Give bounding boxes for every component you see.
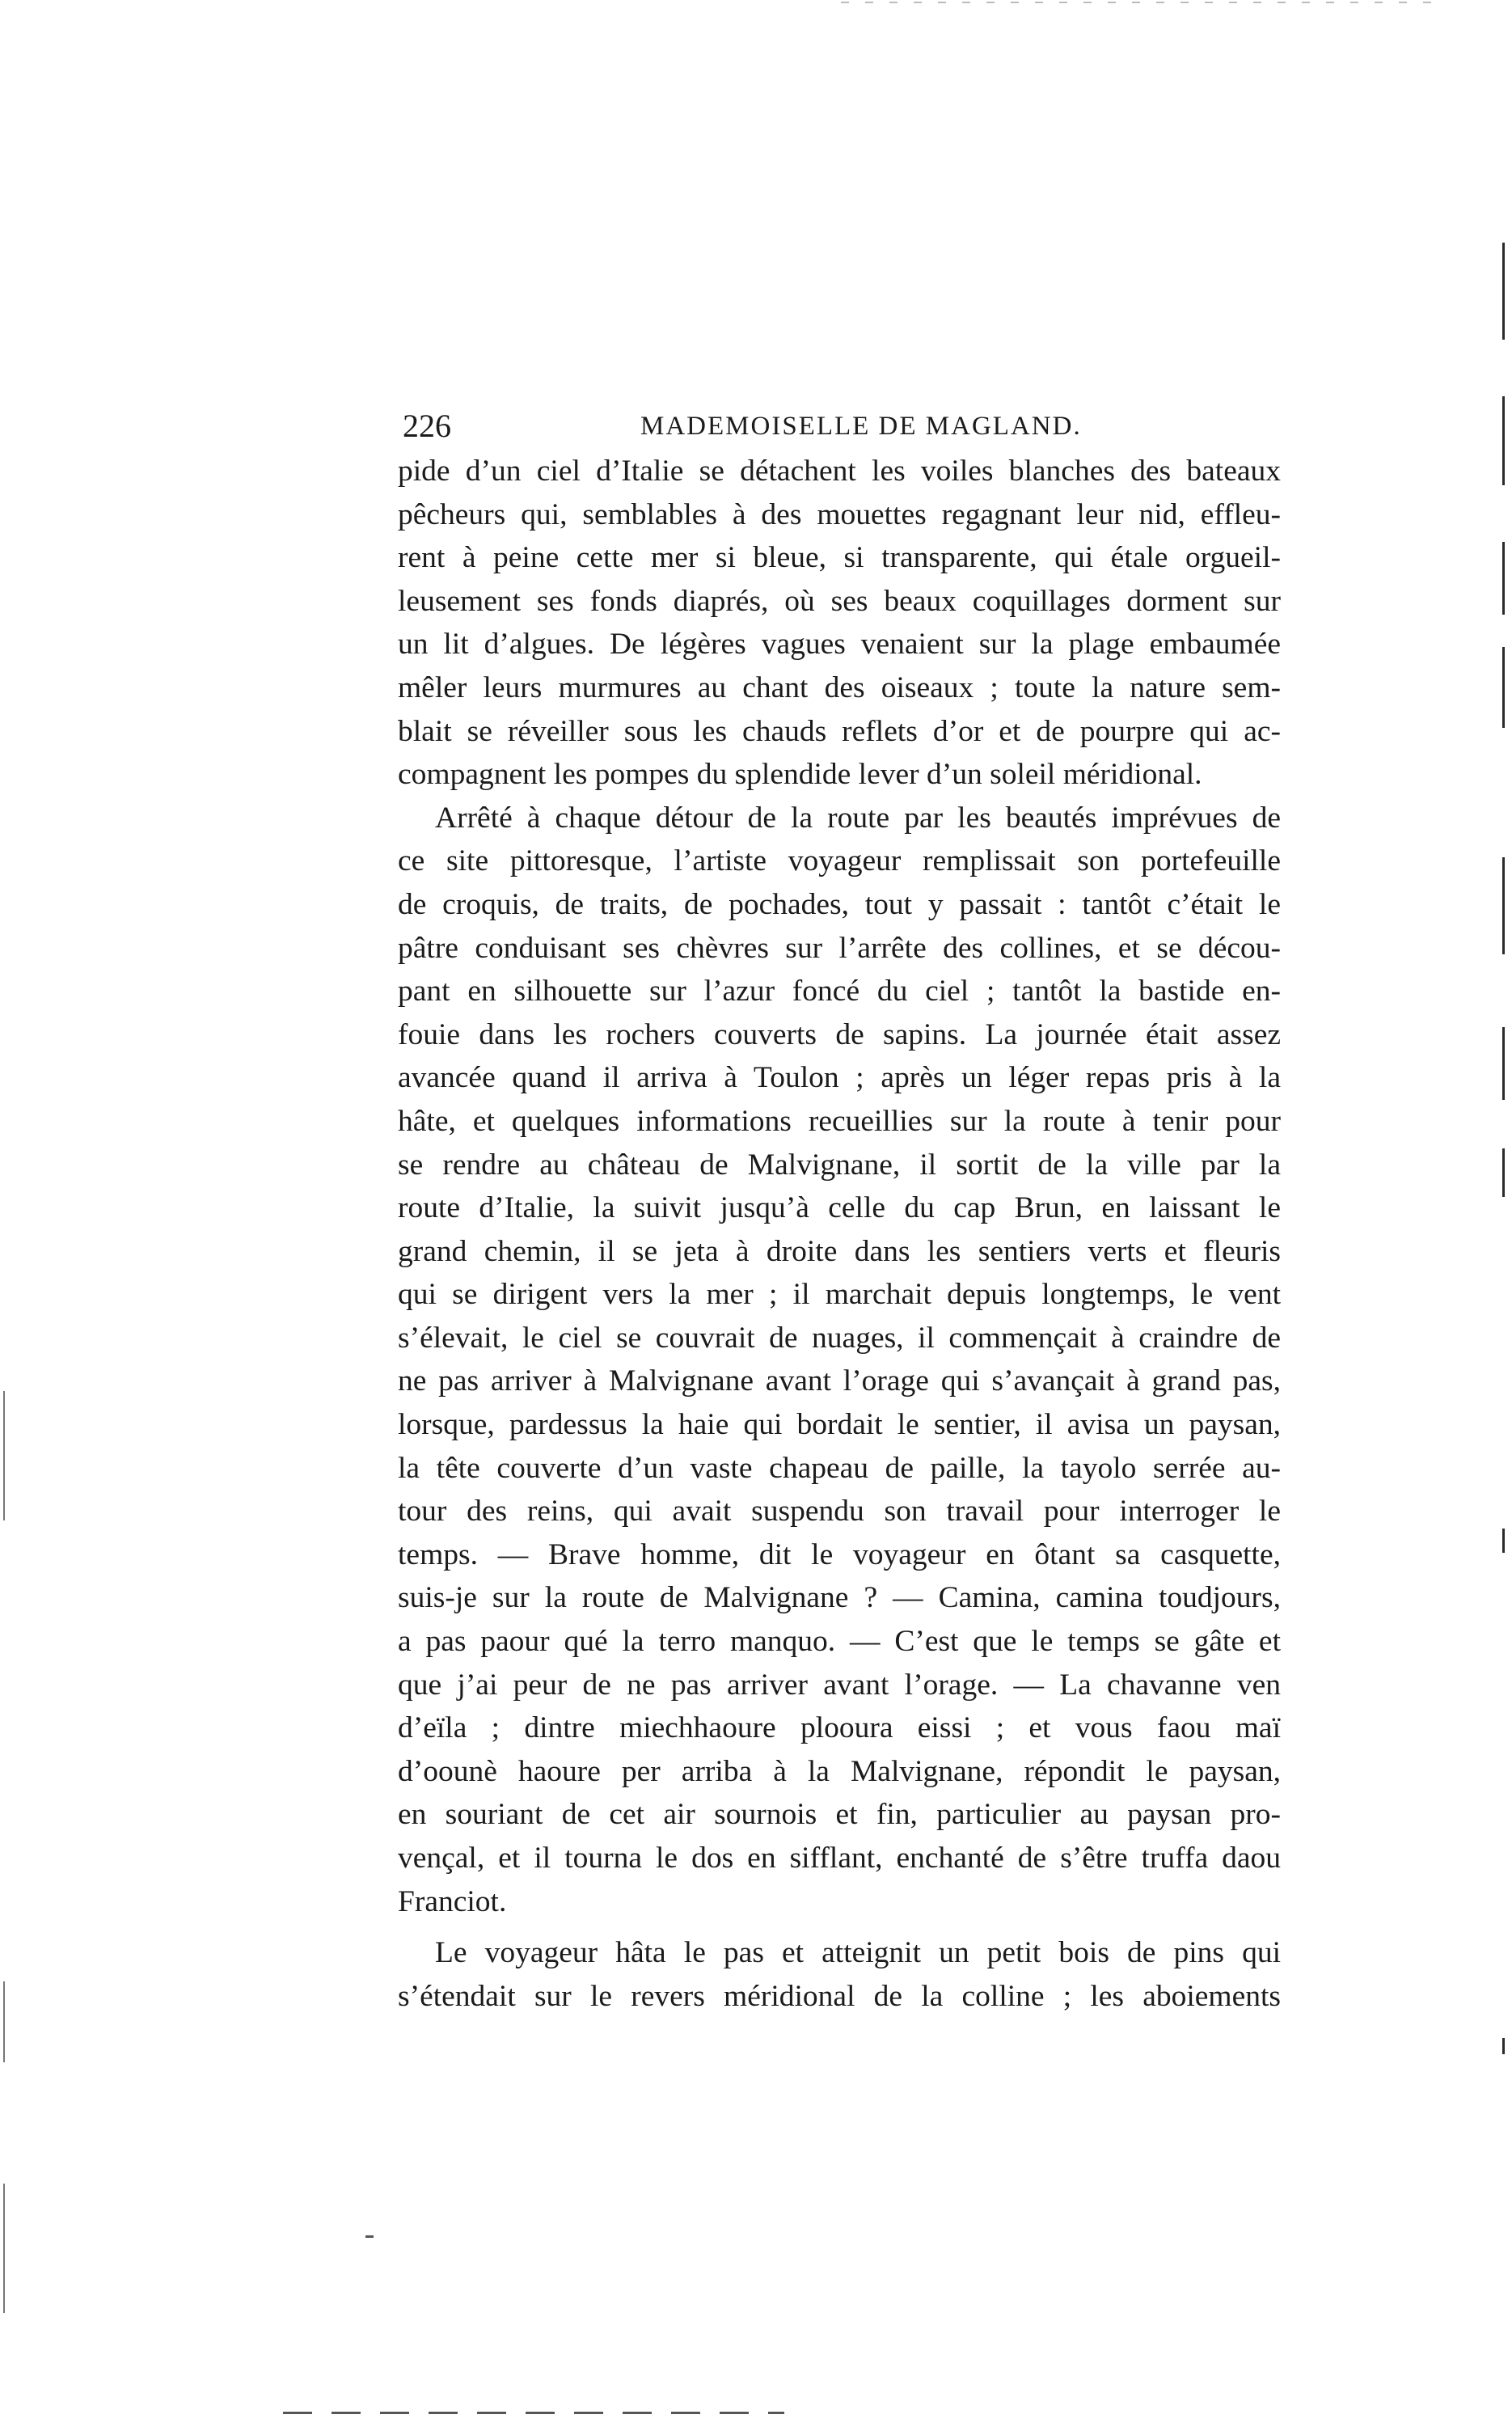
running-title: MADEMOISELLE DE MAGLAND. [640, 412, 1082, 441]
text-line: tour des reins, qui avait suspendu son travail pour interroger le [398, 1495, 1281, 1529]
text-line: s’étendait sur le revers méridional de la colline ; les aboiements [398, 1979, 1281, 2013]
text-line: a pas paour qué la terro manquo. — C’est que le temps se gâte et [398, 1625, 1281, 1659]
text-line: blait se réveiller sous les chauds reflets d’or et de pourpre qui ac- [398, 714, 1281, 748]
text-line: que j’ai peur de ne pas arriver avant l’orage. — La chavanne ven [398, 1668, 1281, 1702]
page-number: 226 [403, 408, 451, 444]
scan-edge-mark [3, 1391, 5, 1520]
page-header [398, 402, 1287, 450]
text-line: s’élevait, le ciel se couvrait de nuages, il commençait à craindre de [398, 1321, 1281, 1355]
text-line: grand chemin, il se jeta à droite dans les sentiers verts et fleuris [398, 1234, 1281, 1268]
text-line: pêcheurs qui, semblables à des mouettes regagnant leur nid, effleu- [398, 497, 1281, 531]
text-line: hâte, et quelques informations recueillies sur la route à tenir pour [398, 1104, 1281, 1138]
scan-edge-mark [1502, 1027, 1505, 1100]
text-line: rent à peine cette mer si bleue, si transparente, qui étale orgueil- [398, 541, 1281, 575]
text-line: Franciot. [398, 1884, 507, 1918]
text-line: route d’Italie, la suivit jusqu’à celle du cap Brun, en laissant le [398, 1191, 1281, 1225]
text-line: fouie dans les rochers couverts de sapins. La journée était assez [398, 1017, 1281, 1051]
text-line: temps. — Brave homme, dit le voyageur en ôtant sa casquette, [398, 1537, 1281, 1571]
scan-edge-mark [3, 2184, 5, 2313]
text-line: pant en silhouette sur l’azur foncé du ciel ; tantôt la bastide en- [398, 975, 1281, 1009]
text-line: pide d’un ciel d’Italie se détachent les voiles blanches des bateaux [398, 455, 1281, 488]
text-line: d’oounè haoure per arriba à la Malvignane, répondit le paysan, [398, 1754, 1281, 1788]
scan-edge-mark [365, 2235, 374, 2238]
scan-edge-marks-top [841, 2, 1439, 3]
scan-edge-marks-bottom [283, 2412, 784, 2414]
text-line: lorsque, pardessus la haie qui bordait le sentier, il avisa un paysan, [398, 1408, 1281, 1442]
text-line: qui se dirigent vers la mer ; il marchait depuis longtemps, le vent [398, 1278, 1281, 1312]
text-line: un lit d’algues. De légères vagues venaient sur la plage embaumée [398, 628, 1281, 662]
text-line: vençal, et il tourna le dos en sifflant, enchanté de s’être truffa daou [398, 1842, 1281, 1875]
scan-edge-mark [1502, 647, 1505, 728]
text-line: se rendre au château de Malvignane, il sortit de la ville par la [398, 1148, 1281, 1182]
text-line: ce site pittoresque, l’artiste voyageur remplissait son portefeuille [398, 844, 1281, 878]
text-line: en souriant de cet air sournois et fin, particulier au paysan pro- [398, 1798, 1281, 1832]
scan-edge-mark [1502, 542, 1505, 615]
text-line: Arrêté à chaque détour de la route par les beautés imprévues de [435, 801, 1281, 835]
scan-edge-mark [1502, 1148, 1505, 1197]
text-line: la tête couverte d’un vaste chapeau de paille, la tayolo serrée au- [398, 1451, 1281, 1485]
text-line: suis-je sur la route de Malvignane ? — Camina, camina toudjours, [398, 1581, 1281, 1615]
text-line: pâtre conduisant ses chèvres sur l’arrête des collines, et se décou- [398, 931, 1281, 965]
text-line: compagnent les pompes du splendide lever d’un soleil méridional. [398, 758, 1202, 792]
scan-edge-mark [1502, 857, 1505, 954]
text-line: mêler leurs murmures au chant des oiseaux ; toute la nature sem- [398, 670, 1281, 704]
scan-edge-mark [1502, 396, 1505, 485]
text-line: Le voyageur hâta le pas et atteignit un petit bois de pins qui [435, 1936, 1281, 1970]
text-line: avancée quand il arriva à Toulon ; après un léger repas pris à la [398, 1061, 1281, 1095]
text-line: d’eïla ; dintre miechhaoure plooura eissi ; et vous faou maï [398, 1711, 1281, 1745]
body-text [398, 450, 1281, 2018]
paragraph-gap [398, 1923, 1281, 1931]
scan-edge-mark [1502, 1529, 1505, 1553]
scan-edge-mark [3, 1981, 5, 2062]
text-line: leusement ses fonds diaprés, où ses beaux coquillages dorment sur [398, 584, 1281, 618]
text-line: ne pas arriver à Malvignane avant l’orage qui s’avançait à grand pas, [398, 1364, 1281, 1398]
text-line: de croquis, de traits, de pochades, tout y passait : tantôt c’était le [398, 887, 1281, 921]
scan-edge-mark [1502, 243, 1505, 340]
scan-edge-mark [1502, 2038, 1505, 2054]
